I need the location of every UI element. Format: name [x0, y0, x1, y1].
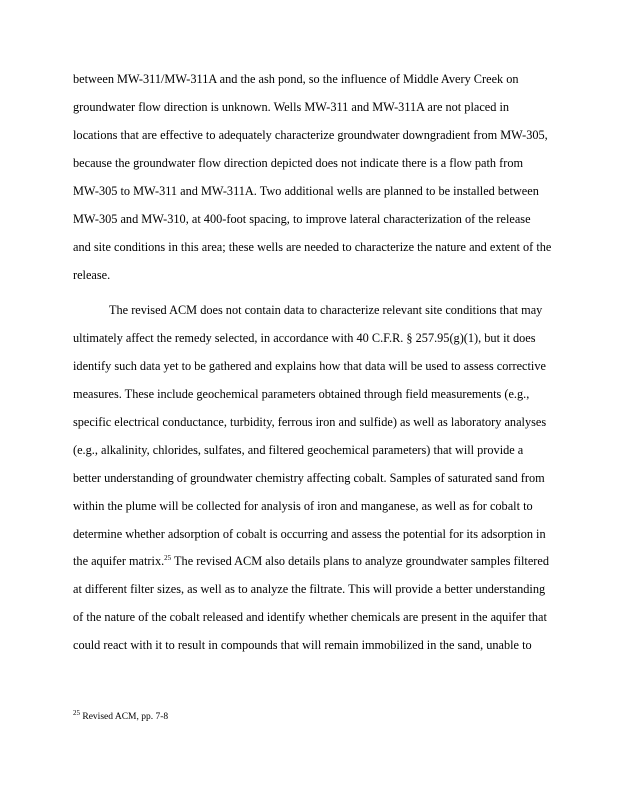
footnote: [73, 710, 168, 724]
footnote-text: Revised ACM, pp. 7-8: [82, 712, 169, 722]
paragraph-2-line-10-end: The revised ACM also details plans to analyze groundwater samples filtered: [174, 554, 549, 568]
paragraph-2-line-9: determine whether adsorption of cobalt is occurring and assess the potential for its adsorption in: [73, 527, 546, 541]
paragraph-2-line-6: (e.g., alkalinity, chlorides, sulfates, and filtered geochemical parameters) that will provide a: [73, 443, 524, 457]
paragraph-2-line-7: better understanding of groundwater chemistry affecting cobalt. Samples of saturated sand from: [73, 471, 545, 485]
paragraph-2-line-1: The revised ACM does not contain data to characterize relevant site conditions that may: [109, 303, 543, 317]
paragraph-2-line-4: measures. These include geochemical parameters obtained through field measurements (e.g.,: [73, 387, 530, 401]
paragraph-1-line-3: locations that are effective to adequately characterize groundwater downgradient from MW-305,: [73, 128, 548, 142]
paragraph-1-line-8: release.: [73, 268, 111, 282]
footnote-reference[interactable]: 25: [164, 553, 172, 562]
paragraph-2-line-10-start: the aquifer matrix.: [73, 554, 165, 568]
paragraph-2-line-10: [73, 553, 549, 569]
paragraph-1-line-5: MW-305 to MW-311 and MW-311A. Two additional wells are planned to be installed between: [73, 184, 539, 198]
paragraph-1-line-6: MW-305 and MW-310, at 400-foot spacing, to improve lateral characterization of the release: [73, 212, 531, 226]
paragraph-2-line-11: at different filter sizes, as well as to analyze the filtrate. This will provide a better understanding: [73, 582, 546, 596]
paragraph-2-line-8: within the plume will be collected for analysis of iron and manganese, as well as for cobalt to: [73, 499, 533, 513]
paragraph-1-line-1: between MW-311/MW-311A and the ash pond, so the influence of Middle Avery Creek on: [73, 72, 519, 86]
paragraph-2-line-2: ultimately affect the remedy selected, in accordance with 40 C.F.R. § 257.95(g)(1), but it does: [73, 331, 536, 345]
paragraph-2-line-3: identify such data yet to be gathered and explains how that data will be used to assess corrective: [73, 359, 546, 373]
paragraph-2-line-12: of the nature of the cobalt released and identify whether chemicals are present in the aquifer that: [73, 610, 547, 624]
paragraph-2-line-13: could react with it to result in compounds that will remain immobilized in the sand, unable to: [73, 638, 532, 652]
paragraph-1-line-4: because the groundwater flow direction depicted does not indicate there is a flow path from: [73, 156, 524, 170]
paragraph-1-line-7: and site conditions in this area; these wells are needed to characterize the nature and extent of the: [73, 240, 552, 254]
paragraph-2-line-5: specific electrical conductance, turbidity, ferrous iron and sulfide) as well as laboratory analyses: [73, 415, 547, 429]
paragraph-1-line-2: groundwater flow direction is unknown. Wells MW-311 and MW-311A are not placed in: [73, 100, 510, 114]
footnote-number: 25: [73, 708, 80, 717]
